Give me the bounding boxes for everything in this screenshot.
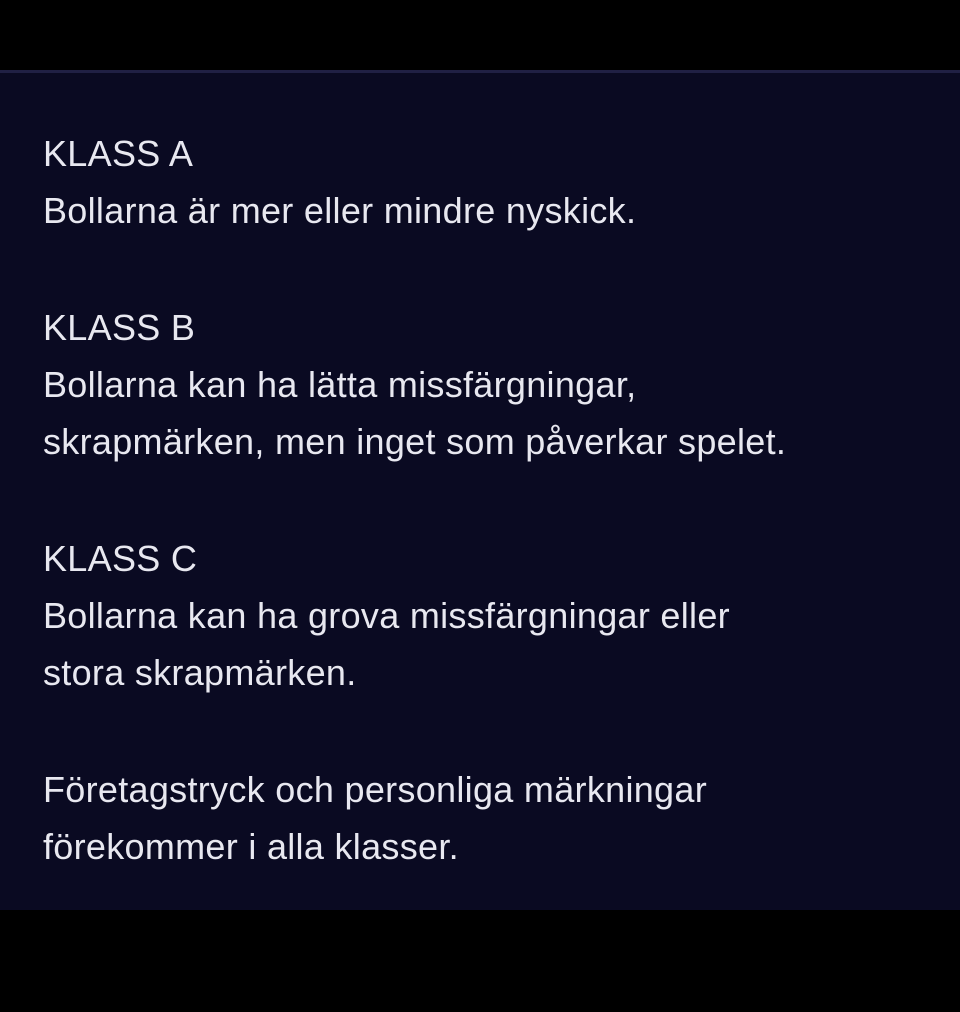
section-footnote bbox=[43, 761, 932, 875]
footnote-line-1: Företagstryck och personliga märkningar bbox=[43, 769, 707, 810]
footnote-line-2: förekommer i alla klasser. bbox=[43, 826, 459, 867]
text-block bbox=[0, 73, 960, 875]
section-klass-b bbox=[43, 299, 932, 470]
klass-a-heading: KLASS A bbox=[43, 133, 194, 174]
klass-b-body-line-2: skrapmärken, men inget som påverkar spelet. bbox=[43, 421, 787, 462]
klass-c-body-line-1: Bollarna kan ha grova missfärgningar eller bbox=[43, 595, 730, 636]
klass-c-heading: KLASS C bbox=[43, 538, 198, 579]
section-klass-c bbox=[43, 530, 932, 701]
klass-c-body-line-2: stora skrapmärken. bbox=[43, 652, 357, 693]
klass-a-body-line-1: Bollarna är mer eller mindre nyskick. bbox=[43, 190, 637, 231]
klass-b-heading: KLASS B bbox=[43, 307, 196, 348]
section-klass-a bbox=[43, 125, 932, 239]
klass-b-body-line-1: Bollarna kan ha lätta missfärgningar, bbox=[43, 364, 637, 405]
text-panel bbox=[0, 70, 960, 910]
